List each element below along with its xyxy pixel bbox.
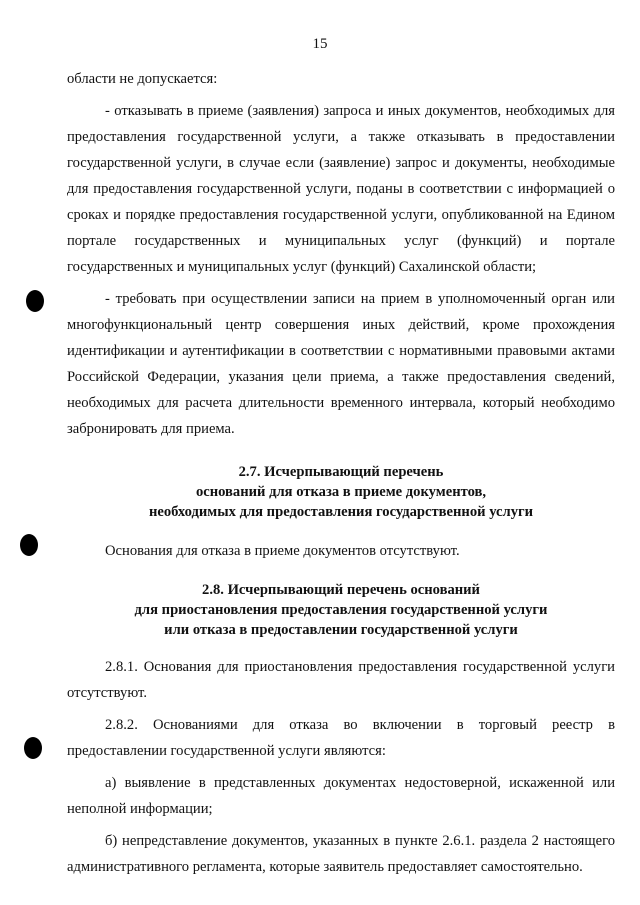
punch-hole-mark — [26, 290, 44, 312]
heading-line: оснований для отказа в приеме документов, — [195, 484, 487, 500]
paragraph-refusal-prohibition: - отказывать в приеме (заявления) запроса и иных документов, необходимых для предоставления государственной услуги, а также отказывать в предоставлении государственной услуги, в случае если (заявление) запрос и документы, необходимые для предоставления государственной услуги, поданы в соответствии с информацией о сроках и порядке предоставления государственной услуги, опубликованной на Едином портале государственных и муниципальных услуг (функций) и портале государственных и муниципальных услуг (функций) Сахалинской области; — [67, 103, 615, 275]
page-number: 15 — [312, 36, 328, 52]
punch-hole-mark — [20, 534, 38, 556]
document-body — [67, 66, 615, 880]
heading-line: или отказа в предоставлении государственной услуги — [164, 622, 518, 638]
list-item-a: а) выявление в представленных документах недостоверной, искаженной или неполной информации; — [67, 775, 615, 817]
punch-hole-mark — [24, 737, 42, 759]
heading-line: 2.7. Исчерпывающий перечень — [238, 464, 444, 480]
paragraph-2-8-1: 2.8.1. Основания для приостановления предоставления государственной услуги отсутствуют. — [67, 659, 615, 701]
paragraph-continuation: области не допускается: — [67, 71, 218, 87]
heading-line: 2.8. Исчерпывающий перечень оснований — [202, 582, 480, 598]
paragraph-2-7-text: Основания для отказа в приеме документов отсутствуют. — [105, 543, 460, 559]
section-heading-2-7 — [67, 462, 615, 522]
heading-line: для приостановления предоставления государственной услуги — [134, 602, 548, 618]
paragraph-2-8-2: 2.8.2. Основаниями для отказа во включении в торговый реестр в предоставлении государственной услуги являются: — [67, 717, 615, 759]
paragraph-appointment-requirements: - требовать при осуществлении записи на прием в уполномоченный орган или многофункциональный центр совершения иных действий, кроме прохождения идентификации и аутентификации в соответствии с нормативными правовыми актами Российской Федерации, указания цели приема, а также предоставления сведений, необходимых для расчета длительности временного интервала, который необходимо забронировать для приема. — [67, 291, 615, 437]
list-item-b: б) непредставление документов, указанных в пункте 2.6.1. раздела 2 настоящего административного регламента, которые заявитель предоставляет самостоятельно. — [67, 833, 615, 875]
heading-line: необходимых для предоставления государственной услуги — [148, 504, 534, 520]
section-heading-2-8 — [67, 580, 615, 640]
